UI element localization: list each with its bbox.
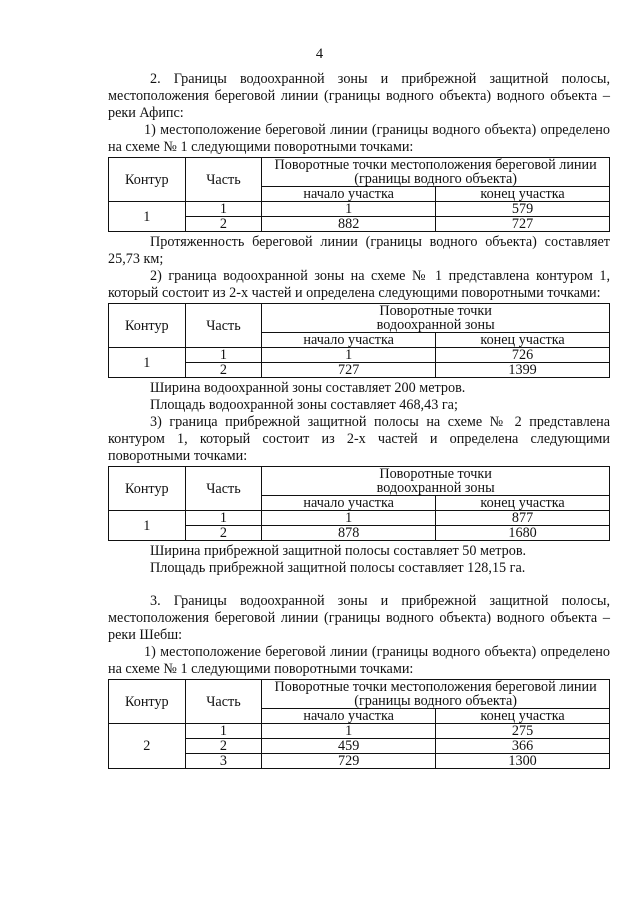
cell-end: 579 (436, 202, 610, 217)
header-points-line2: (границы водного объекта) (354, 693, 518, 709)
table-protective-strip-afips (108, 466, 610, 541)
cell-end: 727 (436, 217, 610, 232)
cell-part: 2 (185, 217, 262, 232)
table-row (109, 202, 610, 217)
section2-heading: 2. Границы водоохранной зоны и прибрежной защитной полосы, местоположения береговой линии (границы водного объекта) водного объекта – реки Афипс: (108, 71, 610, 121)
header-kontur: Контур (109, 158, 186, 202)
header-points-line1: Поворотные точки (379, 303, 492, 319)
cell-end: 877 (436, 511, 610, 526)
section2-item1: 1) местоположение береговой линии (границы водного объекта) определено на схеме № 1 следующими поворотными точками: (108, 122, 610, 155)
cell-part: 3 (185, 754, 262, 769)
header-start: начало участка (262, 709, 436, 724)
cell-part: 1 (185, 511, 262, 526)
page-number: 4 (315, 46, 324, 62)
cell-start: 1 (262, 202, 436, 217)
header-chast: Часть (185, 467, 262, 511)
section3-heading: 3. Границы водоохранной зоны и прибрежной защитной полосы, местоположения береговой линии (границы водного объекта) водного объекта – реки Шебш: (108, 593, 610, 643)
header-end: конец участка (436, 187, 610, 202)
header-points-line1: Поворотные точки местоположения береговой линии (274, 679, 597, 695)
header-kontur: Контур (109, 680, 186, 724)
table-water-zone-afips (108, 303, 610, 378)
cell-kontur: 1 (109, 202, 186, 232)
header-points-line1: Поворотные точки (379, 466, 492, 482)
cell-end: 1680 (436, 526, 610, 541)
table-row (109, 511, 610, 526)
cell-end: 366 (436, 739, 610, 754)
header-chast: Часть (185, 680, 262, 724)
cell-start: 878 (262, 526, 436, 541)
cell-start: 1 (262, 511, 436, 526)
header-start: начало участка (262, 187, 436, 202)
header-end: конец участка (436, 496, 610, 511)
cell-kontur: 2 (109, 724, 186, 769)
cell-end: 726 (436, 348, 610, 363)
cell-start: 1 (262, 348, 436, 363)
water-zone-width: Ширина водоохранной зоны составляет 200 метров. (150, 380, 466, 396)
cell-part: 1 (185, 202, 262, 217)
table-row (109, 348, 610, 363)
document-body (108, 71, 610, 771)
header-start: начало участка (262, 496, 436, 511)
cell-end: 275 (436, 724, 610, 739)
water-zone-area: Площадь водоохранной зоны составляет 468,43 га; (150, 397, 458, 413)
header-points: Поворотные точки местоположения береговой линии (границы водного объекта) (262, 158, 610, 187)
cell-start: 1 (262, 724, 436, 739)
cell-start: 882 (262, 217, 436, 232)
section3-item1: 1) местоположение береговой линии (границы водного объекта) определено на схеме № 1 следующими поворотными точками: (108, 644, 610, 677)
cell-end: 1399 (436, 363, 610, 378)
header-points-line2: водоохранной зоны (376, 480, 495, 496)
header-points (262, 304, 610, 333)
section2-item2: 2) граница водоохранной зоны на схеме № 1 представлена контуром 1, который состоит из 2-х частей и определена следующими поворотными точками: (108, 268, 610, 301)
cell-start: 727 (262, 363, 436, 378)
cell-end: 1300 (436, 754, 610, 769)
header-points (262, 467, 610, 496)
header-chast: Часть (185, 158, 262, 202)
section2-item3: 3) граница прибрежной защитной полосы на схеме № 2 представлена контуром 1, который состоит из 2-х частей и определена следующими поворотными точками: (108, 414, 610, 464)
header-end: конец участка (436, 709, 610, 724)
shoreline-length: Протяженность береговой линии (границы водного объекта) составляет 25,73 км; (108, 234, 610, 267)
header-kontur: Контур (109, 304, 186, 348)
header-start: начало участка (262, 333, 436, 348)
table-shoreline-shebsh (108, 679, 610, 769)
header-chast: Часть (185, 304, 262, 348)
strip-area: Площадь прибрежной защитной полосы составляет 128,15 га. (150, 560, 526, 576)
header-kontur: Контур (109, 467, 186, 511)
cell-kontur: 1 (109, 511, 186, 541)
header-end: конец участка (436, 333, 610, 348)
cell-part: 1 (185, 724, 262, 739)
cell-part: 2 (185, 739, 262, 754)
cell-part: 1 (185, 348, 262, 363)
header-points (262, 680, 610, 709)
cell-part: 2 (185, 363, 262, 378)
cell-start: 459 (262, 739, 436, 754)
strip-width: Ширина прибрежной защитной полосы составляет 50 метров. (150, 543, 527, 559)
cell-start: 729 (262, 754, 436, 769)
cell-part: 2 (185, 526, 262, 541)
cell-kontur: 1 (109, 348, 186, 378)
table-row (109, 724, 610, 739)
table-shoreline-afips (108, 157, 610, 232)
header-points-line2: водоохранной зоны (376, 317, 495, 333)
